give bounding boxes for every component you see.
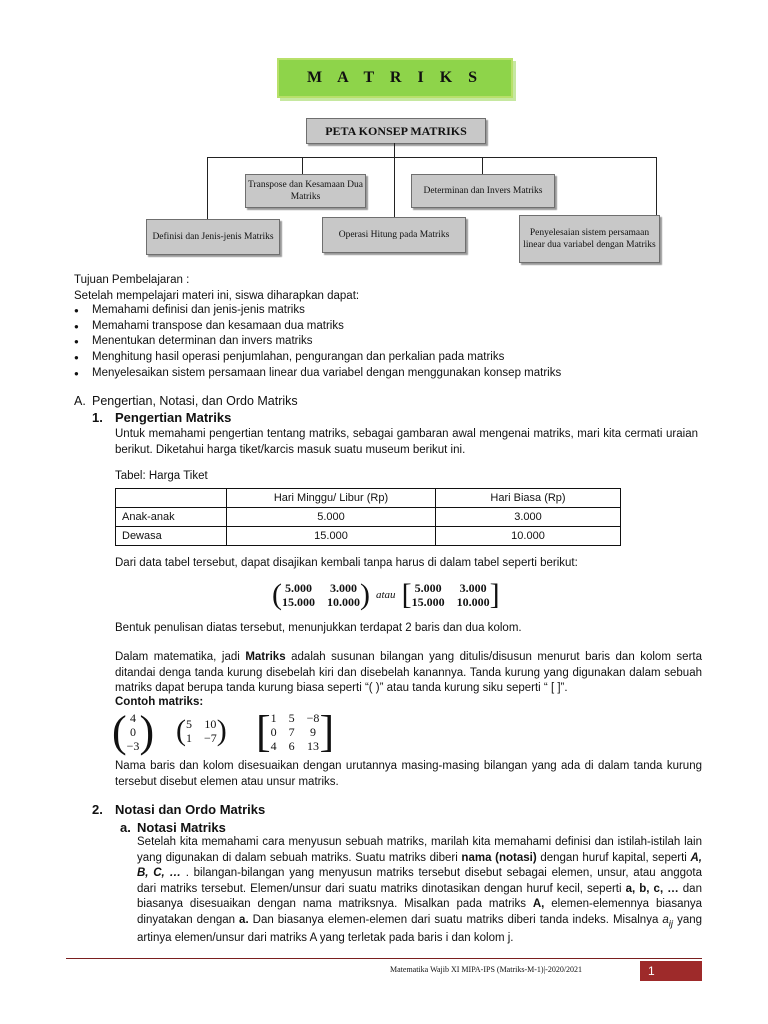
list-item: ● Menyelesaikan sistem persamaan linear dua variabel dengan menggunakan konsep matriks — [74, 366, 714, 382]
notasi-text: Setelah kita memahami cara menyusun sebuah matriks, marilah kita memahami definisi dan istilah-istilah lain yang digunakan di dalam sebuah matriks. Suatu matriks diberi — [137, 836, 702, 864]
notasi-text: yang artinya elemen/unsur dari matriks A yang terletak pada baris i dan kolom j. — [137, 913, 703, 945]
left-paren: ( — [272, 578, 282, 611]
table-caption: Tabel: Harga Tiket — [115, 470, 208, 482]
matrix-cell: 9 — [310, 725, 317, 739]
table-header-row — [116, 489, 621, 508]
matrix-cell: 1 — [270, 711, 277, 725]
notasi-emphasis: a, b, c, … — [625, 882, 679, 895]
table-cell: Dewasa — [116, 527, 227, 546]
page-title: M A T R I K S — [277, 58, 513, 98]
table-header: Hari Biasa (Rp) — [436, 489, 621, 508]
left-paren: ( — [112, 707, 127, 756]
table-cell: 15.000 — [227, 527, 436, 546]
connector-line — [207, 157, 208, 219]
matrix-cell: 10.000 — [327, 595, 360, 609]
notasi-text: dengan huruf kapital, seperti — [536, 851, 691, 864]
example-matrix-1 — [112, 707, 155, 756]
atau-word: atau — [376, 589, 396, 601]
connector-line — [656, 157, 657, 215]
notasi-subscript: ij — [668, 917, 674, 929]
list-item: ● Menentukan determinan dan invers matriks — [74, 334, 714, 350]
sub2a-title: Notasi Matriks — [137, 820, 226, 835]
matrix-cell: 4 — [130, 711, 137, 725]
definition-text: adalah susunan bilangan yang ditulis/disusun menurut baris dan kolom serta ditandai denga tanda kurung disebelah kiri dan disebelah kanannya. Tanda kurung yang digunakan dalam sebuah matriks dapat berupa tanda kurung biasa seperti “( )” atau tanda kurung siku seperti “ [ ]”. — [115, 651, 702, 694]
footer-text: Matematika Wajib XI MIPA-IPS (Matriks-M-1)|-2020/2021 — [390, 965, 583, 974]
matrix-cell: 5.000 — [285, 581, 312, 595]
notasi-emphasis: nama (notasi) — [461, 851, 537, 864]
matrix-cell: 1 — [186, 731, 192, 745]
matrix-cell: −7 — [204, 731, 217, 745]
right-paren: ) — [139, 707, 155, 756]
notasi-text: . bilangan-bilangan yang menyusun matriks tersebut disebut sebagai elemen, unsur, atau anggota dari matriks tersebut. Elemen/unsur dari suatu matriks dinotasikan dengan huruf kecil, seperti — [137, 867, 703, 895]
matrix-cell: 10.000 — [456, 595, 490, 609]
sub2-title: Notasi dan Ordo Matriks — [115, 802, 266, 817]
matrix-cell: 4 — [270, 739, 277, 753]
tujuan-heading: Tujuan Pembelajaran : — [74, 274, 190, 286]
footer-divider — [66, 958, 702, 959]
notasi-emphasis: a. — [239, 913, 249, 926]
concept-penyelesaian: Penyelesaian sistem persamaan linear dua variabel dengan Matriks — [519, 215, 660, 263]
connector-line — [302, 157, 303, 174]
sub1-title: Pengertian Matriks — [115, 410, 232, 425]
left-bracket: [ — [256, 707, 271, 756]
table-cell: 10.000 — [436, 527, 621, 546]
matrix-cell: 0 — [130, 725, 137, 739]
page-number: 1 — [640, 961, 702, 981]
definition-term: Matriks — [245, 651, 286, 663]
matrix-cell: −3 — [126, 739, 140, 753]
concept-operasi: Operasi Hitung pada Matriks — [322, 217, 466, 253]
matrix-cell: 0 — [270, 725, 277, 739]
concept-map-root: PETA KONSEP MATRIKS — [306, 118, 486, 144]
connector-line — [207, 157, 657, 158]
paragraph-notasi — [137, 835, 702, 947]
section-a-label: A. — [74, 394, 86, 408]
right-paren: ) — [360, 578, 370, 611]
paragraph-intro: Untuk memahami pengertian tentang matriks, sebagai gambaran awal mengenai matriks, mari kita cermati uraian berikut. Diketahui harga tiket/karcis masuk suatu museum berikut ini. — [115, 428, 698, 456]
matrix-cell: 3.000 — [459, 581, 487, 595]
matrix-cell: 13 — [307, 739, 320, 753]
left-bracket: [ — [401, 578, 412, 611]
matrix-cell: 5 — [186, 717, 192, 731]
example-matrix-3 — [256, 707, 335, 756]
concept-definisi: Definisi dan Jenis-jenis Matriks — [146, 219, 280, 255]
section-a-title: Pengertian, Notasi, dan Ordo Matriks — [92, 394, 298, 408]
matrix-round — [282, 581, 360, 609]
notasi-emphasis: A, — [532, 898, 545, 910]
matrix-cell: 5 — [288, 711, 295, 725]
right-paren: ) — [216, 714, 227, 747]
matrix-grid — [186, 717, 217, 745]
matrix-cell: 3.000 — [330, 581, 357, 595]
notasi-text: Dan biasanya elemen-elemen dari suatu matriks diberi tanda indeks. Misalnya — [248, 913, 663, 926]
table-row — [116, 527, 621, 546]
matrix-cell: 15.000 — [411, 595, 445, 609]
sub2-number: 2. — [92, 802, 103, 817]
paragraph-definition — [115, 650, 702, 697]
matrix-grid — [271, 711, 320, 753]
matrix-grid — [127, 711, 140, 753]
definition-text: Dalam matematika, jadi — [115, 651, 246, 663]
table-row — [116, 508, 621, 527]
table-cell: Anak-anak — [116, 508, 227, 527]
paragraph-rows-columns: Bentuk penulisan diatas tersebut, menunjukkan terdapat 2 baris dan dua kolom. — [115, 622, 522, 634]
sub1-number: 1. — [92, 410, 103, 425]
example-matrix-2 — [176, 716, 227, 746]
notasi-text: dan biasanya disesuaikan dengan nama matriksnya. Misalkan pada matriks — [137, 882, 702, 910]
tujuan-intro: Setelah mempelajari materi ini, siswa diharapkan dapat: — [74, 290, 360, 302]
paragraph-elements: Nama baris dan kolom disesuaikan dengan urutannya masing-masing bilangan yang ada di dalam tanda kurung tersebut disebut elemen atau unsur matriks. — [115, 760, 702, 788]
ticket-price-table — [115, 488, 621, 546]
list-item: ● Menghitung hasil operasi penjumlahan, pengurangan dan perkalian pada matriks — [74, 350, 714, 366]
notasi-emphasis: A, B, C, … — [137, 851, 702, 879]
matrix-display — [272, 580, 500, 610]
connector-line — [394, 143, 395, 217]
concept-determinan: Determinan dan Invers Matriks — [411, 174, 555, 208]
list-item: ● Memahami transpose dan kesamaan dua matriks — [74, 319, 714, 335]
paragraph-table-note: Dari data tabel tersebut, dapat disajikan kembali tanpa harus di dalam tabel seperti berikut: — [115, 557, 578, 569]
sub2a-label: a. — [120, 820, 131, 835]
table-cell: 5.000 — [227, 508, 436, 527]
concept-transpose: Transpose dan Kesamaan Dua Matriks — [245, 174, 366, 208]
table-header — [116, 489, 227, 508]
table-cell: 3.000 — [436, 508, 621, 527]
matrix-cell: −8 — [306, 711, 320, 725]
right-bracket: ] — [319, 707, 335, 756]
connector-line — [482, 157, 483, 174]
table-header: Hari Minggu/ Libur (Rp) — [227, 489, 436, 508]
matrix-cell: 10 — [204, 717, 217, 731]
contoh-label: Contoh matriks: — [115, 696, 204, 708]
tujuan-list — [74, 303, 714, 382]
matrix-cell: 7 — [288, 725, 295, 739]
matrix-cell: 5.000 — [414, 581, 442, 595]
left-paren: ( — [176, 714, 186, 747]
list-item: ● Memahami definisi dan jenis-jenis matriks — [74, 303, 714, 319]
matrix-cell: 6 — [288, 739, 295, 753]
notasi-text: elemen-elemennya biasanya dinyatakan dengan — [137, 898, 703, 926]
right-bracket: ] — [489, 578, 500, 611]
matrix-cell: 15.000 — [282, 595, 315, 609]
notasi-symbol: a — [662, 913, 669, 926]
matrix-square — [412, 581, 490, 609]
